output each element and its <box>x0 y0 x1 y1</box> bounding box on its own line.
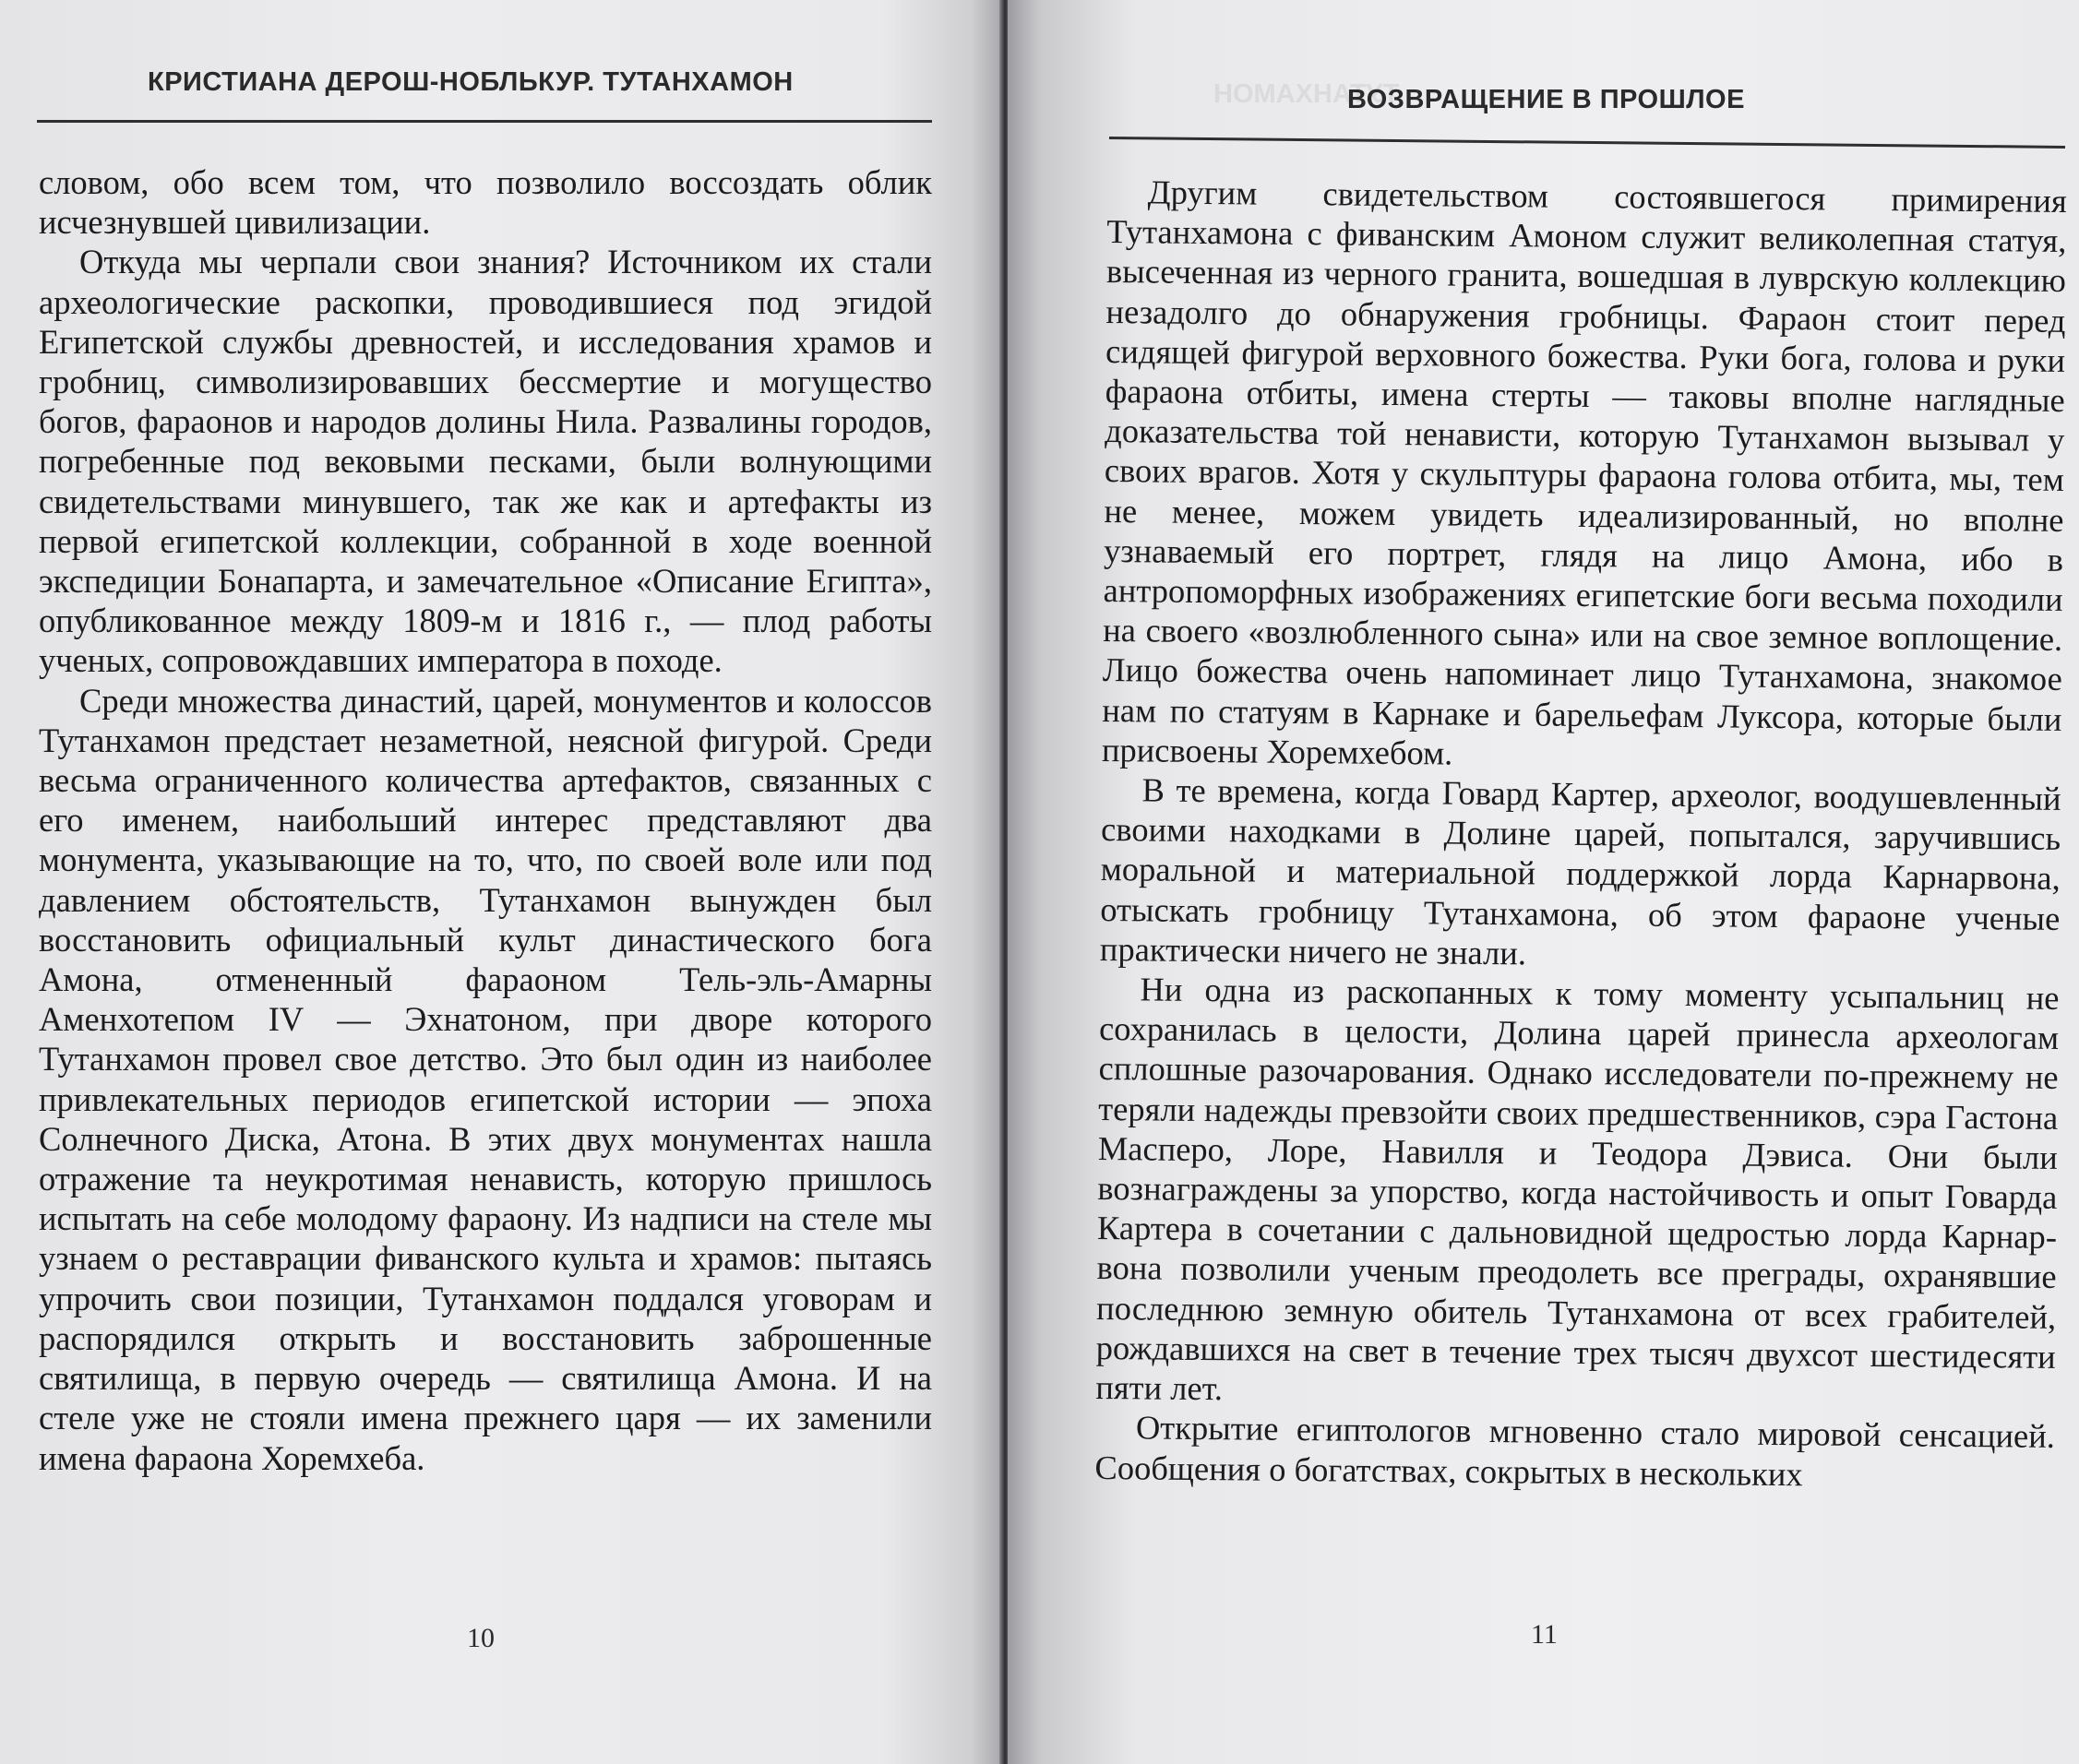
left-page-number: 10 <box>467 1623 495 1653</box>
left-running-head: КРИСТИАНА ДЕРОШ-НОБЛЬКУР. ТУТАНХАМОН <box>148 67 794 97</box>
left-paragraph-3: Среди множества династий, царей, монументов и колоссов Тутанхамон предстает незаметной, неясной фигурой. Среди весьма ограниченного количества артефактов, связанных с его именем, наибольший интерес представляют два монумента, указывающие на то, что, по своей воле или под давлением обстоятельств, Тутанхамон вынужден был восстановить официальный культ династического бога Амона, отмененный фараоном Тель-эль-Амарны Аменхотепом IV — Эхнатоном, при дворе которого Тутанхамон провел свое детство. Это был один из наиболее привлекательных периодов египетской истории — эпоха Солнечного Диска, Атона. В этих двух монументах нашла отражение та неукротимая ненависть, которую пришлось испытать на себе молодому фараону. Из надписи на стеле мы узнаем о реставрации фиванского культа и храмов: пытаясь упрочить свои позиции, Тутанхамон поддался уговорам и распорядился открыть и восстановить заброшенные святилища, в первую очередь — святилища Амона. И на стеле уже не стояли имена прежнего царя — их заменили имена фараона Хоремхеба. <box>39 681 932 1477</box>
left-body-text <box>39 162 932 1478</box>
right-header-rule <box>1109 137 2065 149</box>
right-page <box>1008 0 2079 1764</box>
right-paragraph-4: Открытие египтологов мгновенно стало мировой сенсацией. Сообщения о богатствах, сокрытых в нескольких <box>1094 1408 2056 1493</box>
right-paragraph-3: Ни одна из раскопанных к тому моменту усыпальниц не сохранилась в целости, Долина царей принесла археологам сплошные разочарования. Однако исследователи по-прежнему не теряли надежды превзойти своих предшественников, сэра Гастона Масперо, Лоре, Навилля и Теодора Дэвиса. Они были вознаграждены за упорство, когда настойчивость и опыт Говарда Картера в сочетании с дальновидной щедростью лорда Карнарвона позволили ученым преодолеть все преграды, охранявшие последнюю земную обитель Тутанхамона от всех грабителей, рождавшихся на свет в течение трех тысяч двухсот шестидесяти пяти лет. <box>1095 970 2060 1408</box>
left-header-rule <box>37 120 932 123</box>
right-body-text <box>1094 172 2067 1496</box>
left-page <box>0 0 1001 1764</box>
right-paragraph-2: В те времена, когда Говард Картер, археолог, воодушевленный своими находками в Долине царей, попытался, заручившись моральной и материальной поддержкой лорда Карнарвона, отыскать гробницу Тутанхамона, об этом фараоне ученые практически ничего не знали. <box>1099 770 2061 972</box>
show-through-text: ТУТАНХАМОН <box>1213 79 1400 109</box>
left-paragraph-1: словом, обо всем том, что позволило воссоздать облик исчезнувшей цивилизации. <box>39 163 932 242</box>
left-paragraph-2: Откуда мы черпали свои знания? Источником их стали археологические раскопки, проводившиеся под эгидой Египетской службы древностей, и исследования храмов и гробниц, символизировавших бессмертие и могущество богов, фараонов и народов долины Нила. Развалины городов, погребенные под вековыми песками, были волнующими свидетельствами минувшего, так же как и артефакты из первой египетской коллекции, собранной в ходе военной экспедиции Бонапарта, и замечательное «Описание Египта», опубликованное между 1809-м и 1816 г., — плод работы ученых, сопровождавших императора в походе. <box>39 243 932 680</box>
right-paragraph-1: Другим свидетельством состоявшегося примирения Тутанхамона с фиванским Амоном служит великолепная статуя, высеченная из черного гранита, вошедшая в луврскую коллекцию незадолго до обнаружения гробницы. Фараон стоит перед сидящей фигурой верховного божества. Руки бога, голова и руки фараона отбиты, имена стерты — таковы вполне наглядные доказательства той ненависти, которую Тутанхамон вызывал у своих врагов. Хотя у скульптуры фараона голова отбита, мы, тем не менее, можем увидеть идеализированный, но вполне узнаваемый его портрет, глядя на лицо Амона, ибо в антропоморфных изображениях египетские боги весьма походили на своего «возлюбленного сына» или на свое земное воплощение. Лицо божества очень напоминает лицо Тутанхамона, знакомое нам по статуям в Карнаке и барельефам Луксора, которые были присвоены Хоремхебом. <box>1101 173 2067 772</box>
right-page-number: 11 <box>1531 1619 1558 1650</box>
right-running-head: ВОЗВРАЩЕНИЕ В ПРОШЛОЕ <box>1347 85 1745 114</box>
